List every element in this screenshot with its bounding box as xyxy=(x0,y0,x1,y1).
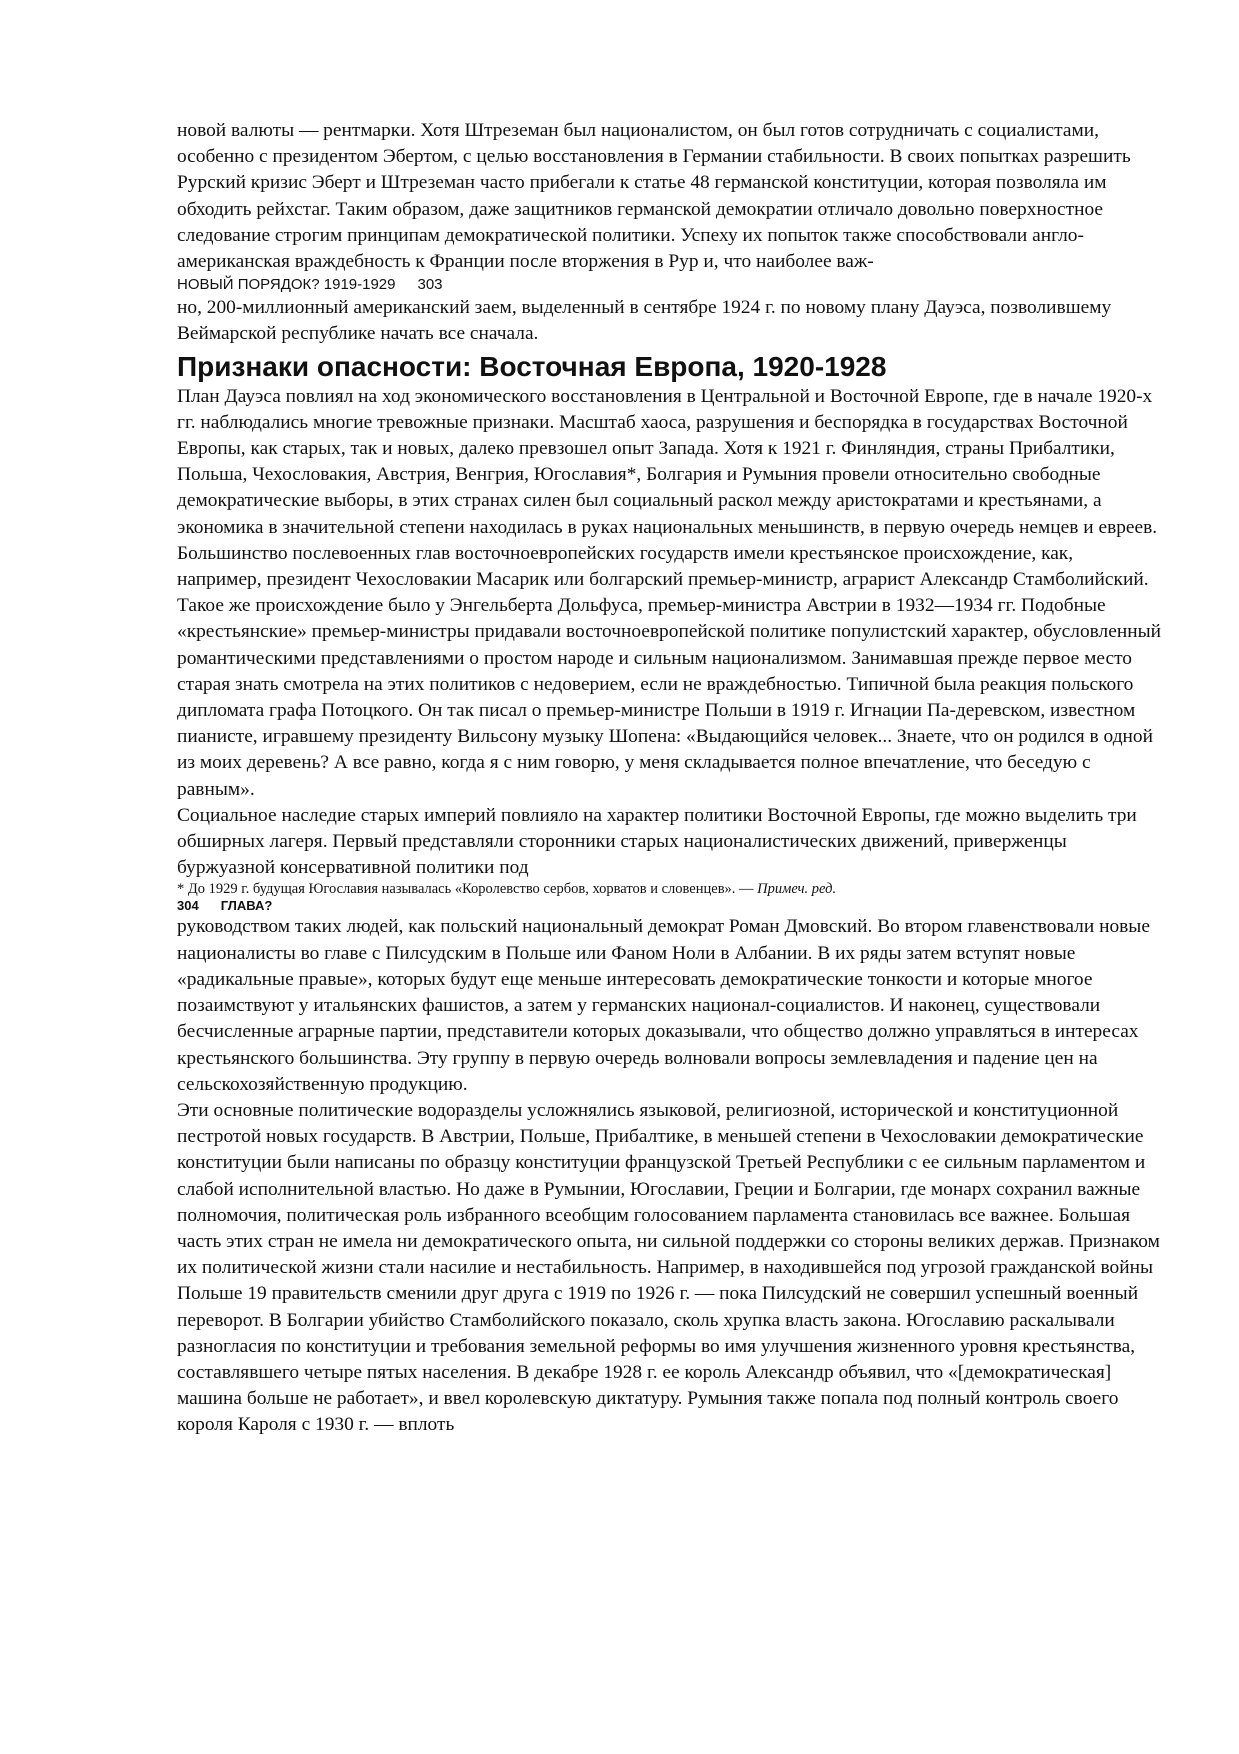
paragraph: руководством таких людей, как польский национальный демократ Роман Дмовский. Во втором главенствовали новые националисты во главе с Пилсудским в Польше или Фаном Ноли в Албании. В их ряды затем вступят новые «радикальные правые», которых будут еще меньше интересовать демократические тонкости и которые многое позаимствуют у итальянских фашистов, а затем у германских национал-социалистов. И наконец, существовали бесчисленные аграрные партии, представители которых доказывали, что общество должно управляться в интересах крестьянского большинства. Эту группу в первую очередь волновали вопросы землевладения и падение цен на сельскохозяйственную продукцию. xyxy=(177,916,1150,1095)
page-number: 304 xyxy=(177,898,199,914)
running-header xyxy=(177,898,1162,914)
paragraph: новой валюты — рентмарки. Хотя Штреземан был националистом, он был готов сотрудничать с социалистами, особенно с президентом Эбертом, с целью восстановления в Германии стабильности. В своих попытках разрешить Рурский кризис Эберт и Штреземан часто прибегали к статье 48 германской конституции, которая позволяла им обходить рейхстаг. Таким образом, даже защитников германской демократии отличало довольно поверхностное следование строгим принципам демократической политики. Успеху их попыток также способствовали англо-американская враждебность к Франции после вторжения в Рур и, что наиболее важ- xyxy=(177,120,1131,273)
running-header xyxy=(177,275,1162,295)
footnote-text: * До 1929 г. будущая Югославия называлась «Королевство сербов, хорватов и словенцев». — xyxy=(177,881,758,898)
paragraph: Эти основные политические водоразделы усложнялись языковой, религиозной, исторической и конституционной пестротой новых государств. В Австрии, Польше, Прибалтике, в меньшей степени в Чехословакии демократические конституции были написаны по образцу конституции французской Третьей Республики с ее сильным парламентом и слабой исполнительной властью. Но даже в Румынии, Югославии, Греции и Болгарии, где монарх сохранил важные полномочия, политическая роль избранного всеобщим голосованием парламента становилась все важнее. Большая часть этих стран не имела ни демократического опыта, ни сильной поддержки со стороны великих держав. Признаком их политической жизни стали насилие и нестабильность. Например, в находившейся под угрозой гражданской войны Польше 19 правительств сменили друг друга с 1919 по 1926 г. — пока Пилсудский не совершил успешный военный переворот. В Болгарии убийство Стамболийского показало, сколь хрупка власть закона. Югославию раскалывали разногласия по конституции и требования земельной реформы во имя улучшения жизненного уровня крестьянства, составлявшего четыре пятых населения. В декабре 1928 г. ее король Александр объявил, что «[демократическая] машина больше не работает», и ввел королевскую диктатуру. Румыния также попала под полный контроль своего короля Кароля с 1930 г. — вплоть xyxy=(177,1099,1160,1436)
section-title: Признаки опасности: Восточная Европа, 1920-1928 xyxy=(177,350,887,382)
paragraph: Социальное наследие старых империй повлияло на характер политики Восточной Европы, где можно выделить три обширных лагеря. Первый представляли сторонники старых националистических движений, приверженцы буржуазной консервативной политики под xyxy=(177,804,1137,879)
page-number: 303 xyxy=(417,276,443,294)
footnote xyxy=(177,881,1162,898)
document-page xyxy=(177,118,1162,1439)
running-header-title: ГЛАВА? xyxy=(220,898,273,914)
running-header-title: НОВЫЙ ПОРЯДОК? 1919-1929 xyxy=(177,276,396,294)
paragraph: План Дауэса повлиял на ход экономического восстановления в Центральной и Восточной Европе, где в начале 1920-х гг. наблюдались многие тревожные признаки. Масштаб хаоса, разрушения и беспорядка в государствах Восточной Европы, как старых, так и новых, далеко превзошел опыт Запада. Хотя к 1921 г. Финляндия, страны Прибалтики, Польша, Чехословакия, Австрия, Венгрия, Югославия*, Болгария и Румыния провели относительно свободные демократические выборы, в этих странах силен был социальный раскол между аристократами и крестьянами, а экономика в значительной степени находилась в руках национальных меньшинств, в первую очередь немцев и евреев. Большинство послевоенных глав восточноевропейских государств имели крестьянское происхождение, как, например, президент Чехословакии Масарик или болгарский премьер-министр, аграрист Александр Стамболийский. Такое же происхождение было у Энгельберта Дольфуса, премьер-министра Австрии в 1932—1934 гг. Подобные «крестьянские» премьер-министры придавали восточноевропейской политике популистский характер, обусловленный романтическими представлениями о простом народе и сильным национализмом. Занимавшая прежде первое место старая знать смотрела на этих политиков с недоверием, если не враждебностью. Типичной была реакция польского дипломата графа Потоцкого. Он так писал о премьер-министре Польши в 1919 г. Игнации Па-деревском, известном пианисте, игравшему президенту Вильсону музыку Шопена: «Выдающийся человек... Знаете, что он родился в одной из моих деревень? А все равно, когда я с ним говорю, у меня складывается полное впечатление, что беседую с равным». xyxy=(177,385,1161,800)
paragraph: но, 200-миллионный американский заем, выделенный в сентябре 1924 г. по новому плану Дауэса, позволившему Веймарской республике начать все сначала. xyxy=(177,297,1112,345)
footnote-note: Примеч. ред. xyxy=(757,881,837,898)
